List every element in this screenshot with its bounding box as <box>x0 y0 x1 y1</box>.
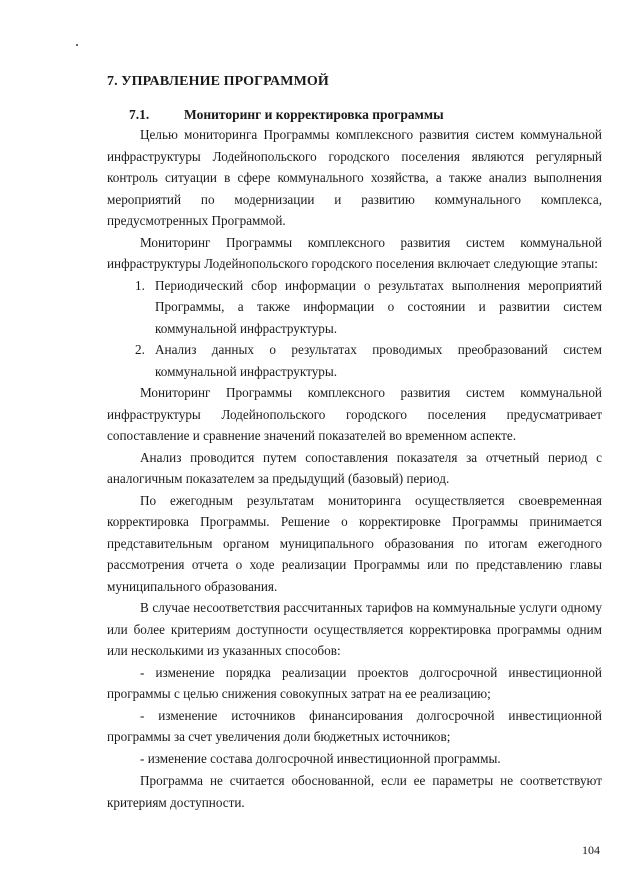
stray-mark <box>76 44 78 46</box>
section-heading: 7. УПРАВЛЕНИЕ ПРОГРАММОЙ <box>107 74 329 89</box>
paragraph-analysis: Анализ проводится путем сопоставления показателя за отчетный период с аналогичным показателем за предыдущий (базовый) период. <box>107 449 602 486</box>
subsection-title: Мониторинг и корректировка программы <box>184 107 444 122</box>
paragraph-correction: По ежегодным результатам мониторинга осуществляется своевременная корректировка Программы. Решение о корректировке Программы принимается представительным органом муниципального образования по итогам ежегодного рассмотрения отчета о ходе реализации Программы или по представлению главы муниципального образования. <box>107 492 602 594</box>
list-item-text: Анализ данных о результатах проводимых преобразований систем коммунальной инфраструктуры. <box>155 342 602 379</box>
method-item: - изменение источников финансирования долгосрочной инвестиционной программы за счет увеличения доли бюджетных источников; <box>107 707 602 744</box>
stages-list <box>107 275 602 383</box>
subsection-number: 7.1. <box>129 107 150 122</box>
page-number: 104 <box>582 843 600 857</box>
subsection-heading <box>129 107 444 123</box>
paragraph-conclusion: Программа не считается обоснованной, если ее параметры не соответствуют критериям доступности. <box>107 773 602 810</box>
paragraph-comparison: Мониторинг Программы комплексного развития систем коммунальной инфраструктуры Лодейнопольского городского поселения предусматривает сопоставление и сравнение значений показателей во временном аспекте. <box>107 385 602 443</box>
list-item <box>107 275 602 340</box>
list-item-text: Периодический сбор информации о результатах выполнения мероприятий Программы, а также информации о состоянии и развитии систем коммунальной инфраструктуры. <box>155 277 602 336</box>
paragraph-tariffs: В случае несоответствия рассчитанных тарифов на коммунальные услуги одному или более критериям доступности осуществляется корректировка программы одним или несколькими из указанных способов: <box>107 600 602 658</box>
method-item: - изменение состава долгосрочной инвестиционной программы. <box>140 750 501 766</box>
paragraph-purpose: Целью мониторинга Программы комплексного развития систем коммунальной инфраструктуры Лодейнопольского городского поселения являются регулярный контроль ситуации в сфере коммунального хозяйства, а также анализ выполнения мероприятий по модернизации и развитию коммунального комплекса, предусмотренных Программой. <box>107 127 602 228</box>
list-item-number: 2. <box>135 342 145 357</box>
list-item-number: 1. <box>135 277 145 293</box>
paragraph-stages-intro: Мониторинг Программы комплексного развития систем коммунальной инфраструктуры Лодейнопольского городского поселения включает следующие этапы: <box>107 234 602 271</box>
list-item <box>107 339 602 382</box>
method-item: - изменение порядка реализации проектов долгосрочной инвестиционной программы с целью снижения совокупных затрат на ее реализацию; <box>107 664 602 701</box>
document-body <box>107 124 602 813</box>
